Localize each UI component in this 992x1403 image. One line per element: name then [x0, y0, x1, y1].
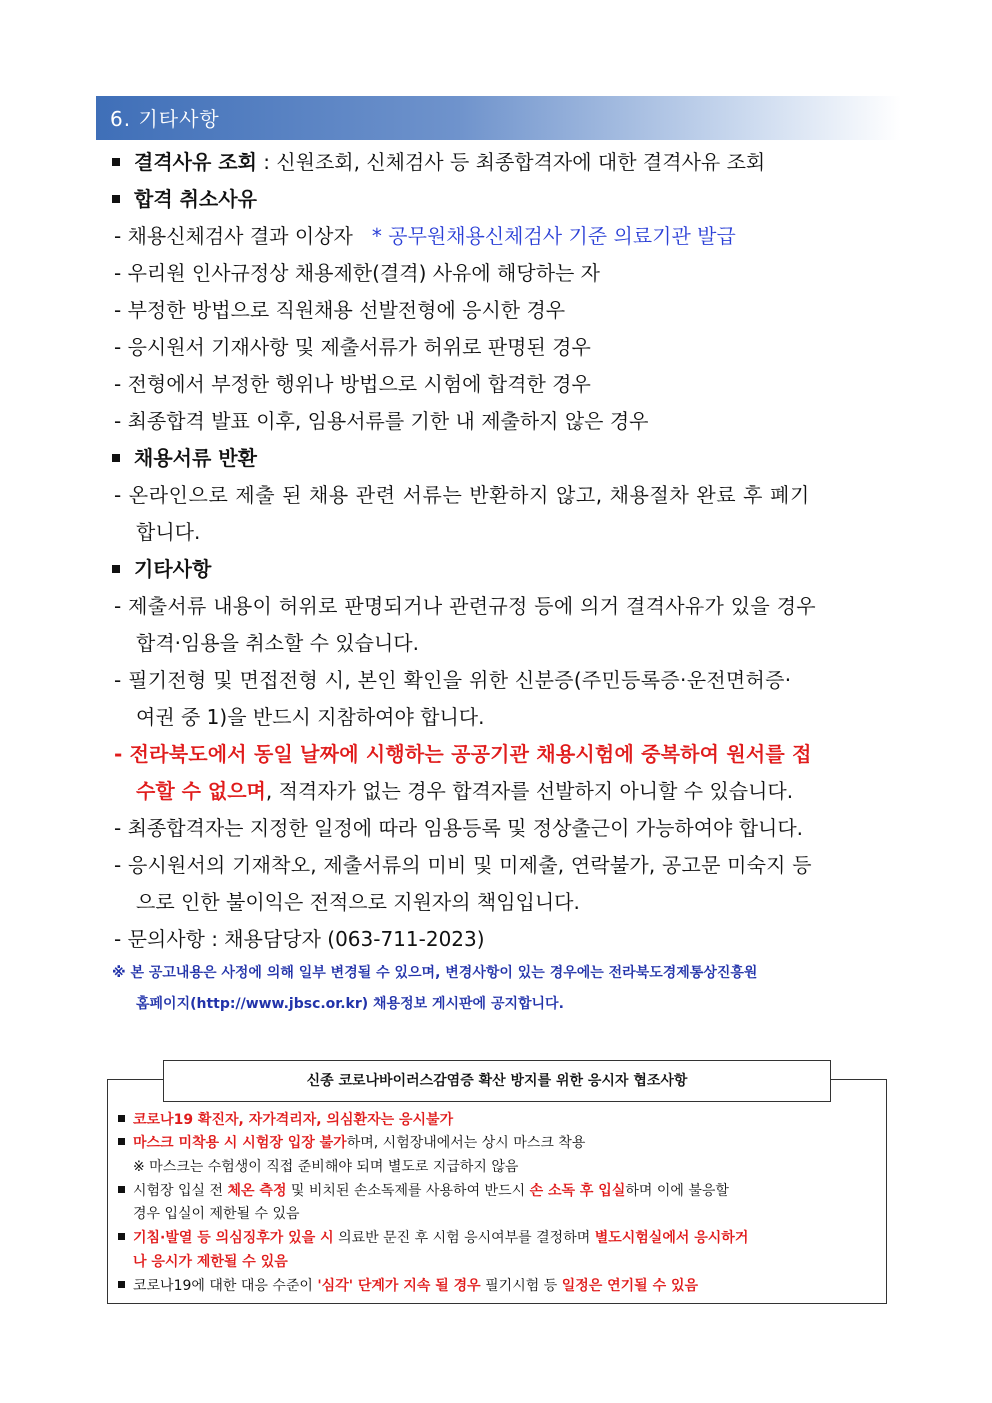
- covid-line-6-b: 의료반 문진 후 시험 응시여부를 결정하며: [333, 1230, 595, 1246]
- covid-line-4-c: 및 비치된 손소독제를 사용하여 반드시: [286, 1183, 530, 1199]
- covid-line-2: [118, 1133, 585, 1153]
- etc-item-2b: 여권 중 1)을 반드시 지참하여야 합니다.: [136, 705, 485, 729]
- cancel-item-5: - 전형에서 부정한 행위나 방법으로 시험에 합격한 경우: [114, 372, 591, 396]
- covid-line-8-c: 필기시험 등: [480, 1278, 562, 1294]
- square-bullet-icon: [118, 1138, 125, 1145]
- cancel-item-note: * 공무원채용신체검사 기준 의료기관 발급: [371, 224, 736, 248]
- covid-box-title: 신종 코로나바이러스감염증 확산 방지를 위한 응시자 협조사항: [163, 1060, 831, 1102]
- covid-line-6: [118, 1228, 748, 1248]
- square-bullet-icon: [112, 158, 120, 166]
- square-bullet-icon: [118, 1115, 125, 1122]
- etc-item-2a: - 필기전형 및 면접전형 시, 본인 확인을 위한 신분증(주민등록증·운전면허증·: [114, 668, 792, 692]
- covid-line-2-red: 마스크 미착용 시 시험장 입장 불가: [133, 1135, 347, 1151]
- covid-line-4: [118, 1181, 729, 1201]
- cancel-item-1: [114, 223, 736, 249]
- section-title: 6. 기타사항: [110, 107, 220, 131]
- covid-line-4-b: 체온 측정: [227, 1183, 287, 1199]
- return-label: 채용서류 반환: [134, 446, 257, 470]
- return-line-2: 합니다.: [136, 520, 201, 544]
- covid-line-8-b: '심각' 단계가 지속 될 경우: [317, 1278, 481, 1294]
- covid-line-6-a: 기침·발열 등 의심징후가 있을 시: [133, 1230, 334, 1246]
- return-heading: [112, 445, 257, 471]
- covid-line-2-rest: 하며, 시험장내에서는 상시 마스크 착용: [346, 1135, 586, 1151]
- etc-item-5b: 으로 인한 불이익은 전적으로 지원자의 책임입니다.: [136, 890, 580, 914]
- square-bullet-icon: [118, 1233, 125, 1240]
- square-bullet-icon: [112, 565, 120, 573]
- etc-item-5a: - 응시원서의 기재착오, 제출서류의 미비 및 미제출, 연락불가, 공고문 미숙지 등: [114, 853, 812, 877]
- covid-line-1-text: 코로나19 확진자, 자가격리자, 의심환자는 응시불가: [133, 1112, 454, 1128]
- cancel-item-4: - 응시원서 기재사항 및 제출서류가 허위로 판명된 경우: [114, 335, 591, 359]
- etc-heading: [112, 556, 211, 582]
- square-bullet-icon: [112, 454, 120, 462]
- notice-line-1: ※ 본 공고내용은 사정에 의해 일부 변경될 수 있으며, 변경사항이 있는 경우에는 전라북도경제통상진흥원: [112, 965, 758, 981]
- covid-line-6-c: 별도시험실에서 응시하거: [594, 1230, 749, 1246]
- cancel-item-3: - 부정한 방법으로 직원채용 선발전형에 응시한 경우: [114, 298, 566, 322]
- disqualification-line: [112, 149, 765, 175]
- disq-text: : 신원조회, 신체검사 등 최종합격자에 대한 결격사유 조회: [263, 150, 766, 174]
- cancel-label: 합격 취소사유: [134, 187, 257, 211]
- notice-line-2: 홈페이지(http://www.jbsc.or.kr) 채용정보 게시판에 공지합니다.: [136, 996, 564, 1012]
- covid-line-3: ※ 마스크는 수험생이 직접 준비해야 되며 별도로 지급하지 않음: [133, 1159, 519, 1175]
- etc-item-1a: - 제출서류 내용이 허위로 판명되거나 관련규정 등에 의거 결격사유가 있을 경우: [114, 594, 816, 618]
- section-header: [96, 96, 901, 140]
- covid-line-4-e: 하며 이에 불응할: [625, 1183, 729, 1199]
- etc-item-6: - 문의사항 : 채용담당자 (063-711-2023): [114, 927, 485, 951]
- covid-line-8-a: 코로나19에 대한 대응 수준이: [133, 1278, 318, 1294]
- covid-line-8: [118, 1276, 698, 1296]
- cancel-heading: [112, 186, 257, 212]
- etc-item-3b-red: 수할 수 없으며: [136, 779, 266, 803]
- covid-line-4-d: 손 소독 후 입실: [529, 1183, 626, 1199]
- covid-line-4-a: 시험장 입실 전: [133, 1183, 228, 1199]
- covid-line-5: 경우 입실이 제한될 수 있음: [133, 1206, 300, 1222]
- etc-item-1b: 합격·임용을 취소할 수 있습니다.: [136, 631, 419, 655]
- etc-item-4: - 최종합격자는 지정한 일정에 따라 임용등록 및 정상출근이 가능하여야 합니다.: [114, 816, 804, 840]
- etc-item-3b: [136, 778, 793, 804]
- covid-line-1: [118, 1110, 453, 1130]
- etc-item-3a: - 전라북도에서 동일 날짜에 시행하는 공공기관 채용시험에 중복하여 원서를 접: [114, 742, 812, 766]
- square-bullet-icon: [118, 1186, 125, 1193]
- covid-line-7: 나 응시가 제한될 수 있음: [133, 1254, 288, 1270]
- square-bullet-icon: [118, 1281, 125, 1288]
- return-line-1: - 온라인으로 제출 된 채용 관련 서류는 반환하지 않고, 채용절차 완료 후 폐기: [114, 483, 810, 507]
- cancel-item-2: - 우리원 인사규정상 채용제한(결격) 사유에 해당하는 자: [114, 261, 601, 285]
- cancel-item-text: - 채용신체검사 결과 이상자: [114, 224, 353, 248]
- cancel-item-6: - 최종합격 발표 이후, 임용서류를 기한 내 제출하지 않은 경우: [114, 409, 649, 433]
- covid-line-8-d: 일정은 연기될 수 있음: [561, 1278, 699, 1294]
- etc-label: 기타사항: [134, 557, 212, 581]
- etc-item-3b-rest: , 적격자가 없는 경우 합격자를 선발하지 아니할 수 있습니다.: [265, 779, 794, 803]
- square-bullet-icon: [112, 195, 120, 203]
- disq-label: 결격사유 조회: [134, 150, 257, 174]
